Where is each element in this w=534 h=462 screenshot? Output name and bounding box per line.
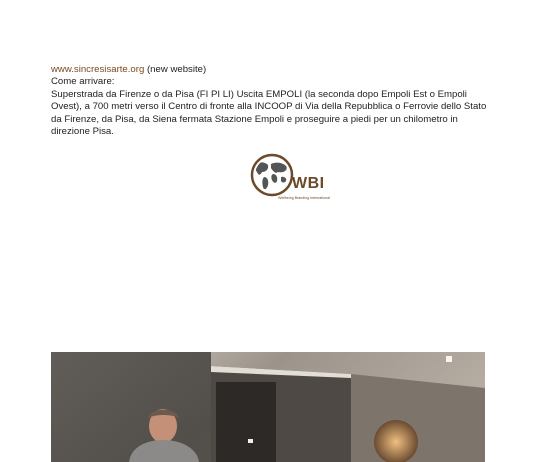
wbi-logo <box>250 153 334 201</box>
directions-text-block <box>51 64 491 138</box>
logo-wordmark: WBI <box>292 175 325 192</box>
directions-heading: Come arrivare: <box>51 76 115 88</box>
website-link[interactable]: www.sincresisarte.org <box>51 64 145 75</box>
gallery-photo <box>51 352 485 462</box>
website-note: (new website) <box>146 64 207 75</box>
website-line <box>51 64 491 76</box>
directions-body: Superstrada da Firenze o da Pisa (FI PI LI) Uscita EMPOLI (la seconda dopo Empoli Est o Empoli Ovest), a 700 metri verso il Centro di fronte alla INCOOP di Via della Repubblica o Ferrovie dello Stato da Firenze, da Pisa, da Siena fermata Stazione Empoli e proseguire a piedi per un chilometro in direzione Pisa. <box>51 88 487 138</box>
logo-tagline: Wellbeing Branding International <box>278 196 330 200</box>
photo-image <box>51 352 485 462</box>
